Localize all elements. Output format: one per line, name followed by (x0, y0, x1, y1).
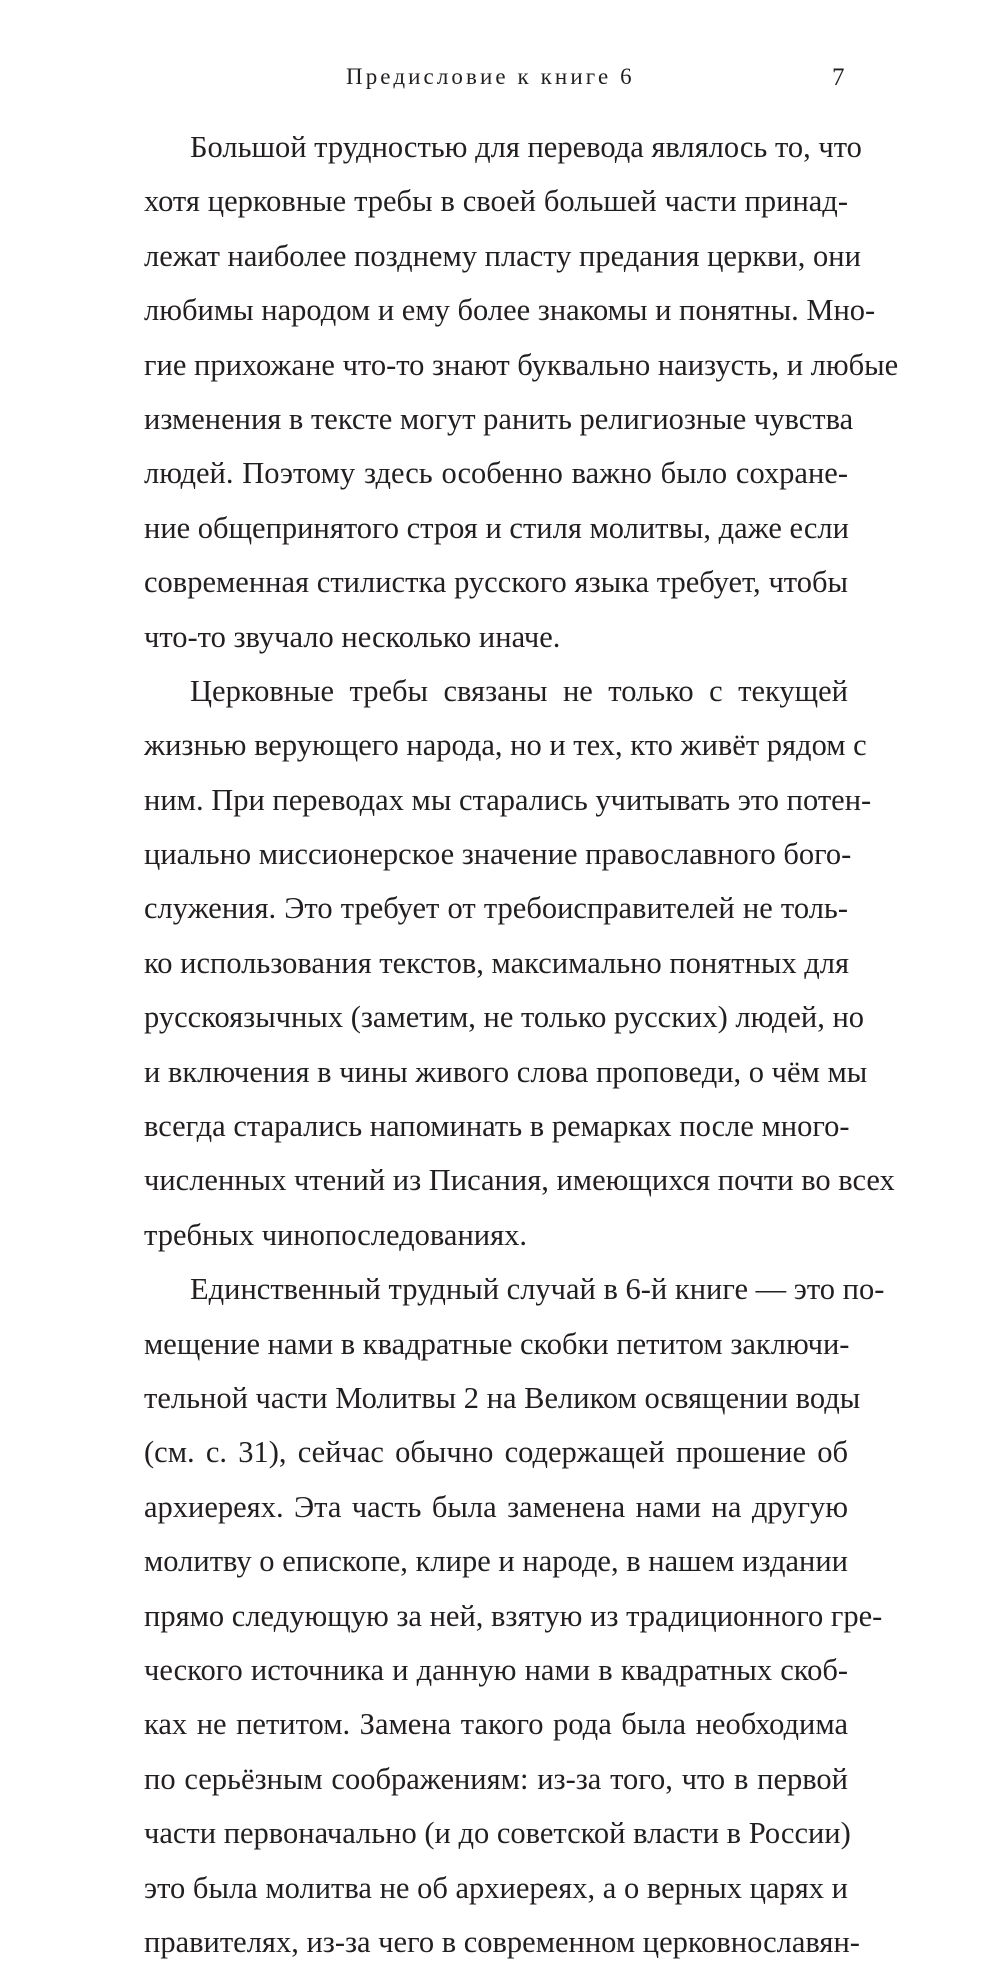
text-line: жизнью верующего народа, но и тех, кто живёт рядом с (144, 728, 867, 763)
text-line: изменения в тексте могут ранить религиозные чувства (144, 401, 854, 436)
text-line: ние общепринятого строя и стиля молитвы, даже если (144, 510, 849, 545)
text-line: требных чинопоследованиях. (144, 1217, 528, 1252)
running-title: Предисловие к книге 6 (346, 64, 635, 89)
text-line: мещение нами в квадратные скобки петитом заключи- (144, 1326, 850, 1361)
text-line: Единственный трудный случай в 6-й книге — это по- (190, 1272, 885, 1307)
running-header (0, 64, 1000, 104)
text-line: ко использования текстов, максимально понятных для (144, 945, 850, 980)
text-line: служения. Это требует от требоисправителей не толь- (144, 891, 848, 926)
text-line: циально миссионерское значение православного бого- (144, 837, 852, 872)
text-line: правителях, из-за чего в современном церковнославян- (144, 1924, 860, 1959)
text-line: части первоначально (и до советской власти в России) (144, 1816, 851, 1851)
text-line: ним. При переводах мы старались учитывать это потен- (144, 782, 872, 817)
text-line: по серьёзным соображениям: из-за того, что в первой (144, 1761, 848, 1796)
text-line: любимы народом и ему более знакомы и понятны. Мно- (144, 293, 876, 328)
page-number: 7 (832, 64, 845, 91)
text-line: ческого источника и данную нами в квадратных скоб- (144, 1652, 848, 1687)
text-line: тельной части Молитвы 2 на Великом освящении воды (144, 1380, 861, 1415)
text-line: прямо следующую за ней, взятую из традиционного гре- (144, 1598, 883, 1633)
paragraph-3 (144, 1262, 885, 1969)
text-line: что-то звучало несколько иначе. (144, 619, 561, 654)
paragraph-1 (144, 120, 899, 664)
text-line: хотя церковные требы в своей большей части принад- (144, 184, 848, 219)
text-line: людей. Поэтому здесь особенно важно было сохране- (144, 456, 848, 491)
paragraph-2 (144, 664, 895, 1262)
text-line: ках не петитом. Замена такого рода была необходима (144, 1707, 848, 1742)
text-line: Большой трудностью для перевода являлось то, что (190, 130, 862, 164)
text-line: архиереях. Эта часть была заменена нами на другую (144, 1489, 848, 1524)
text-line: всегда старались напоминать в ремарках после много- (144, 1109, 850, 1144)
text-line: русскоязычных (заметим, не только русских) людей, но (144, 1000, 865, 1035)
text-line: современная стилистка русского языка требует, чтобы (144, 565, 848, 600)
text-line: лежат наиболее позднему пласту предания церкви, они (144, 238, 861, 273)
body-text (144, 120, 899, 1969)
text-line: Церковные требы связаны не только с текущей (190, 673, 848, 708)
text-line: и включения в чины живого слова проповеди, о чём мы (144, 1054, 868, 1089)
text-line: это была молитва не об архиереях, а о верных царях и (144, 1870, 848, 1905)
text-line: молитву о епископе, клире и народе, в нашем издании (144, 1544, 848, 1579)
text-line: гие прихожане что-то знают буквально наизусть, и любые (144, 347, 899, 382)
text-line: численных чтений из Писания, имеющихся почти во всех (144, 1163, 895, 1198)
text-line: (см. с. 31), сейчас обычно содержащей прошение об (144, 1435, 848, 1470)
